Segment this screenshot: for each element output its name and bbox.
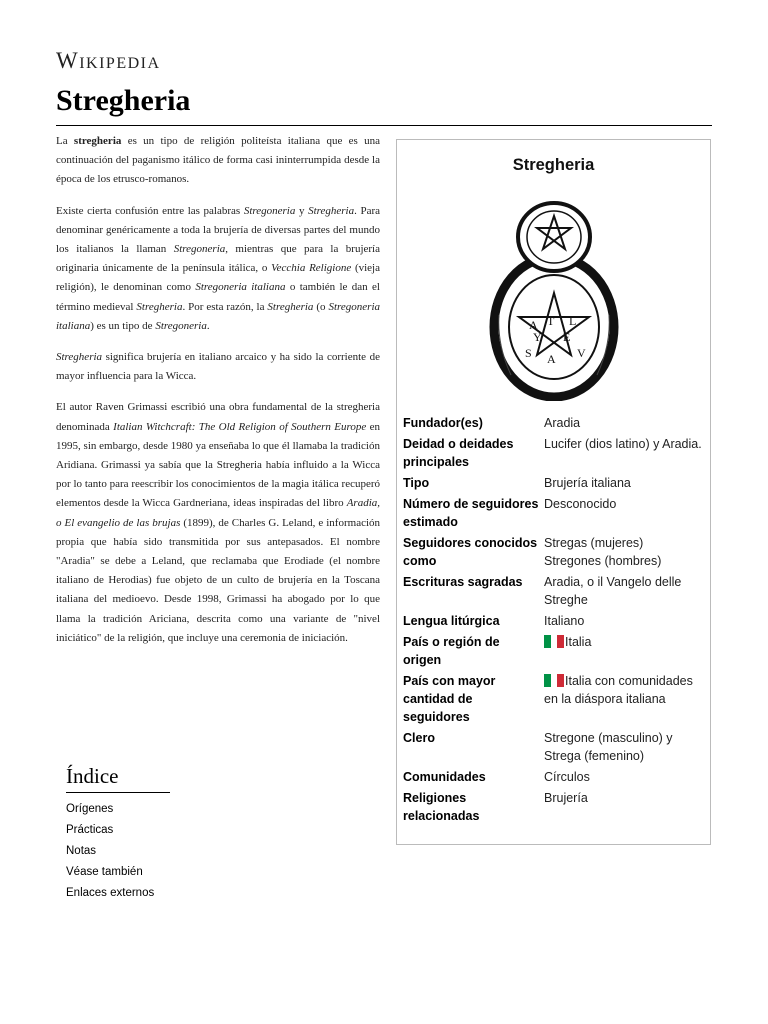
infobox-row	[403, 534, 703, 570]
infobox-value-text[interactable]: Lucifer (dios latino) y Aradia.	[544, 437, 702, 451]
infobox-row	[403, 789, 703, 825]
infobox-row	[403, 612, 703, 630]
infobox-value-text[interactable]: Brujería	[544, 791, 588, 805]
infobox-value-text[interactable]: Italia	[565, 635, 592, 649]
infobox-rows	[403, 414, 703, 828]
infobox-row	[403, 672, 703, 726]
text-run: stregheria	[73, 135, 122, 147]
infobox-label: Comunidades	[403, 770, 486, 784]
text-run: Stregoneria	[243, 204, 296, 217]
text-run: Aradia, o El evangelio de las brujas	[56, 497, 380, 529]
text-run: (1899), de Charles G. Leland, e información propia que había sido transmitida por sus antepasados. El nombre "Aradia" se debe a Leland, que reclamaba que Erodiade (el nombre italiano de Herodias) fue objeto de un culto de brujería en la Toscana italiana del medioevo. Desde 1998, Grimassi ha abogado por lo que llama la tradición Ariciana, descrita como una variante de "nivel iniciático" de la religión, que incluye una ceremonia de iniciación.	[56, 516, 381, 644]
infobox-row	[403, 474, 703, 492]
infobox-row	[403, 414, 703, 432]
infobox-value[interactable]	[544, 435, 703, 471]
italy-flag-icon	[544, 674, 564, 687]
infobox-label: País con mayor cantidad de seguidores	[403, 674, 496, 724]
infobox-title: Stregheria	[512, 156, 595, 174]
ring-letter: S	[524, 346, 532, 360]
infobox-row	[403, 633, 703, 669]
infobox-value-text[interactable]: Italiano	[544, 614, 585, 628]
text-run: es un tipo de religión politeísta italiana que es una continuación del paganismo itálico de forma casi ininterrumpida desde la época de los etrusco-romanos.	[56, 135, 380, 186]
text-run: Stregheria	[308, 204, 355, 217]
ring-letter: T	[546, 314, 554, 328]
toc-item[interactable]: Enlaces externos	[66, 887, 155, 899]
ring-letter: Y	[532, 330, 542, 344]
infobox-value[interactable]	[544, 414, 703, 432]
text-run: El autor Raven Grimassi escribió una obra fundamental de la stregheria denominada	[56, 401, 380, 433]
infobox-value-text[interactable]: Círculos	[544, 770, 590, 784]
ring-letter: V	[576, 346, 586, 360]
italy-flag-icon	[544, 635, 564, 648]
infobox-value[interactable]	[544, 768, 703, 786]
table-of-contents	[66, 764, 266, 904]
text-run: Stregoneria italiana	[56, 300, 381, 332]
infobox-value[interactable]	[544, 789, 703, 825]
text-run: , mientras que para la brujería originaria únicamente de la península itálica, o	[56, 243, 380, 275]
infobox-value[interactable]	[544, 573, 703, 609]
infobox-row	[403, 495, 703, 531]
infobox-row	[403, 729, 703, 765]
text-run: Italian Witchcraft: The Old Religion of Southern Europe	[113, 420, 367, 433]
text-run: . Para denominar genéricamente a toda la brujería de diversas partes del mundo los italianos la llaman	[56, 204, 380, 256]
infobox-label: Lengua litúrgica	[403, 614, 500, 628]
toc-item[interactable]: Orígenes	[66, 803, 114, 815]
text-run: (o	[313, 300, 329, 313]
infobox-label: Deidad o deidades principales	[403, 437, 514, 469]
text-run: o también le dan el término medieval	[56, 281, 380, 313]
infobox-value[interactable]	[544, 729, 703, 765]
text-run: Stregheria	[136, 300, 183, 313]
article-body	[56, 132, 380, 660]
article-paragraph	[56, 202, 380, 336]
text-run: Stregoneria italiana	[195, 281, 286, 294]
infobox-value[interactable]	[544, 495, 703, 531]
infobox-value-text[interactable]: Aradia, o il Vangelo delle Streghe	[544, 575, 682, 607]
infobox	[396, 139, 711, 845]
infobox-value-text[interactable]: Stregone (masculino) y Strega (femenino)	[544, 731, 673, 763]
ring-letter: E	[562, 330, 570, 344]
infobox-label: Seguidores conocidos como	[403, 536, 538, 568]
text-run: y	[295, 204, 309, 217]
text-run: Vecchia Religione	[271, 262, 352, 275]
text-run: La	[56, 135, 74, 147]
infobox-value[interactable]	[544, 612, 703, 630]
title-divider	[56, 125, 712, 126]
text-run: Stregoneria	[173, 243, 226, 256]
article-paragraph	[56, 132, 380, 190]
text-run: (vieja religión), le denominan como	[56, 262, 381, 294]
page-title: Stregheria	[56, 84, 191, 117]
article-paragraph	[56, 348, 380, 386]
ring-letter: L	[568, 314, 576, 328]
toc-item[interactable]: Notas	[66, 845, 97, 857]
infobox-value-text[interactable]: Desconocido	[544, 497, 617, 511]
infobox-label: Religiones relacionadas	[403, 791, 480, 823]
infobox-label: Número de seguidores estimado	[403, 497, 539, 529]
infobox-value[interactable]	[544, 534, 703, 570]
infobox-value-text[interactable]: Stregas (mujeres) Stregones (hombres)	[544, 536, 662, 568]
text-run: Existe cierta confusión entre las palabras	[56, 204, 244, 217]
infobox-label: Tipo	[403, 476, 430, 490]
infobox-value[interactable]	[544, 474, 703, 492]
text-run: significa brujería en italiano arcaico y ha sido la corriente de mayor influencia para la Wicca.	[56, 351, 380, 383]
text-run: Stregheria	[267, 300, 314, 313]
infobox-label: Clero	[403, 731, 435, 745]
text-run: Stregheria	[56, 351, 103, 364]
text-run: en 1995, sin embargo, desde 1980 ya enseñaba lo que él llamaba la tradición Aridiana. Grimassi ya sabía que la Stregheria había influido a la Wicca por lo tanto para reescribir los conocimientos de la magia itálica recuperó elementos desde la Wicca Gardneriana, ideas inspiradas del libro	[56, 420, 381, 510]
infobox-row	[403, 573, 703, 609]
ring-letter: A	[528, 318, 538, 332]
ring-letter: A	[546, 352, 556, 366]
toc-list	[66, 799, 266, 904]
infobox-row	[403, 768, 703, 786]
ring-pentagram-icon	[489, 195, 619, 401]
infobox-row	[403, 435, 703, 471]
infobox-label: País o región de origen	[403, 635, 500, 667]
infobox-label: Escrituras sagradas	[403, 575, 523, 589]
text-run: . Por esta razón, la	[182, 300, 268, 313]
infobox-value-text[interactable]: Aradia	[544, 416, 581, 430]
toc-item[interactable]: Prácticas	[66, 824, 114, 836]
infobox-value-text[interactable]: Italia con comunidades en la diáspora italiana	[544, 674, 693, 706]
text-run: ) es un tipo de	[90, 319, 156, 332]
text-run: Stregoneria	[155, 319, 207, 332]
text-run: .	[206, 319, 210, 332]
infobox-label: Fundador(es)	[403, 416, 483, 430]
toc-item[interactable]: Véase también	[66, 866, 143, 878]
infobox-value[interactable]	[544, 672, 703, 726]
infobox-value-text[interactable]: Brujería italiana	[544, 476, 631, 490]
article-paragraph	[56, 398, 380, 648]
wikipedia-logo[interactable]: Wikipedia	[56, 48, 161, 73]
infobox-value[interactable]	[544, 633, 703, 669]
toc-title: Índice	[66, 764, 170, 793]
